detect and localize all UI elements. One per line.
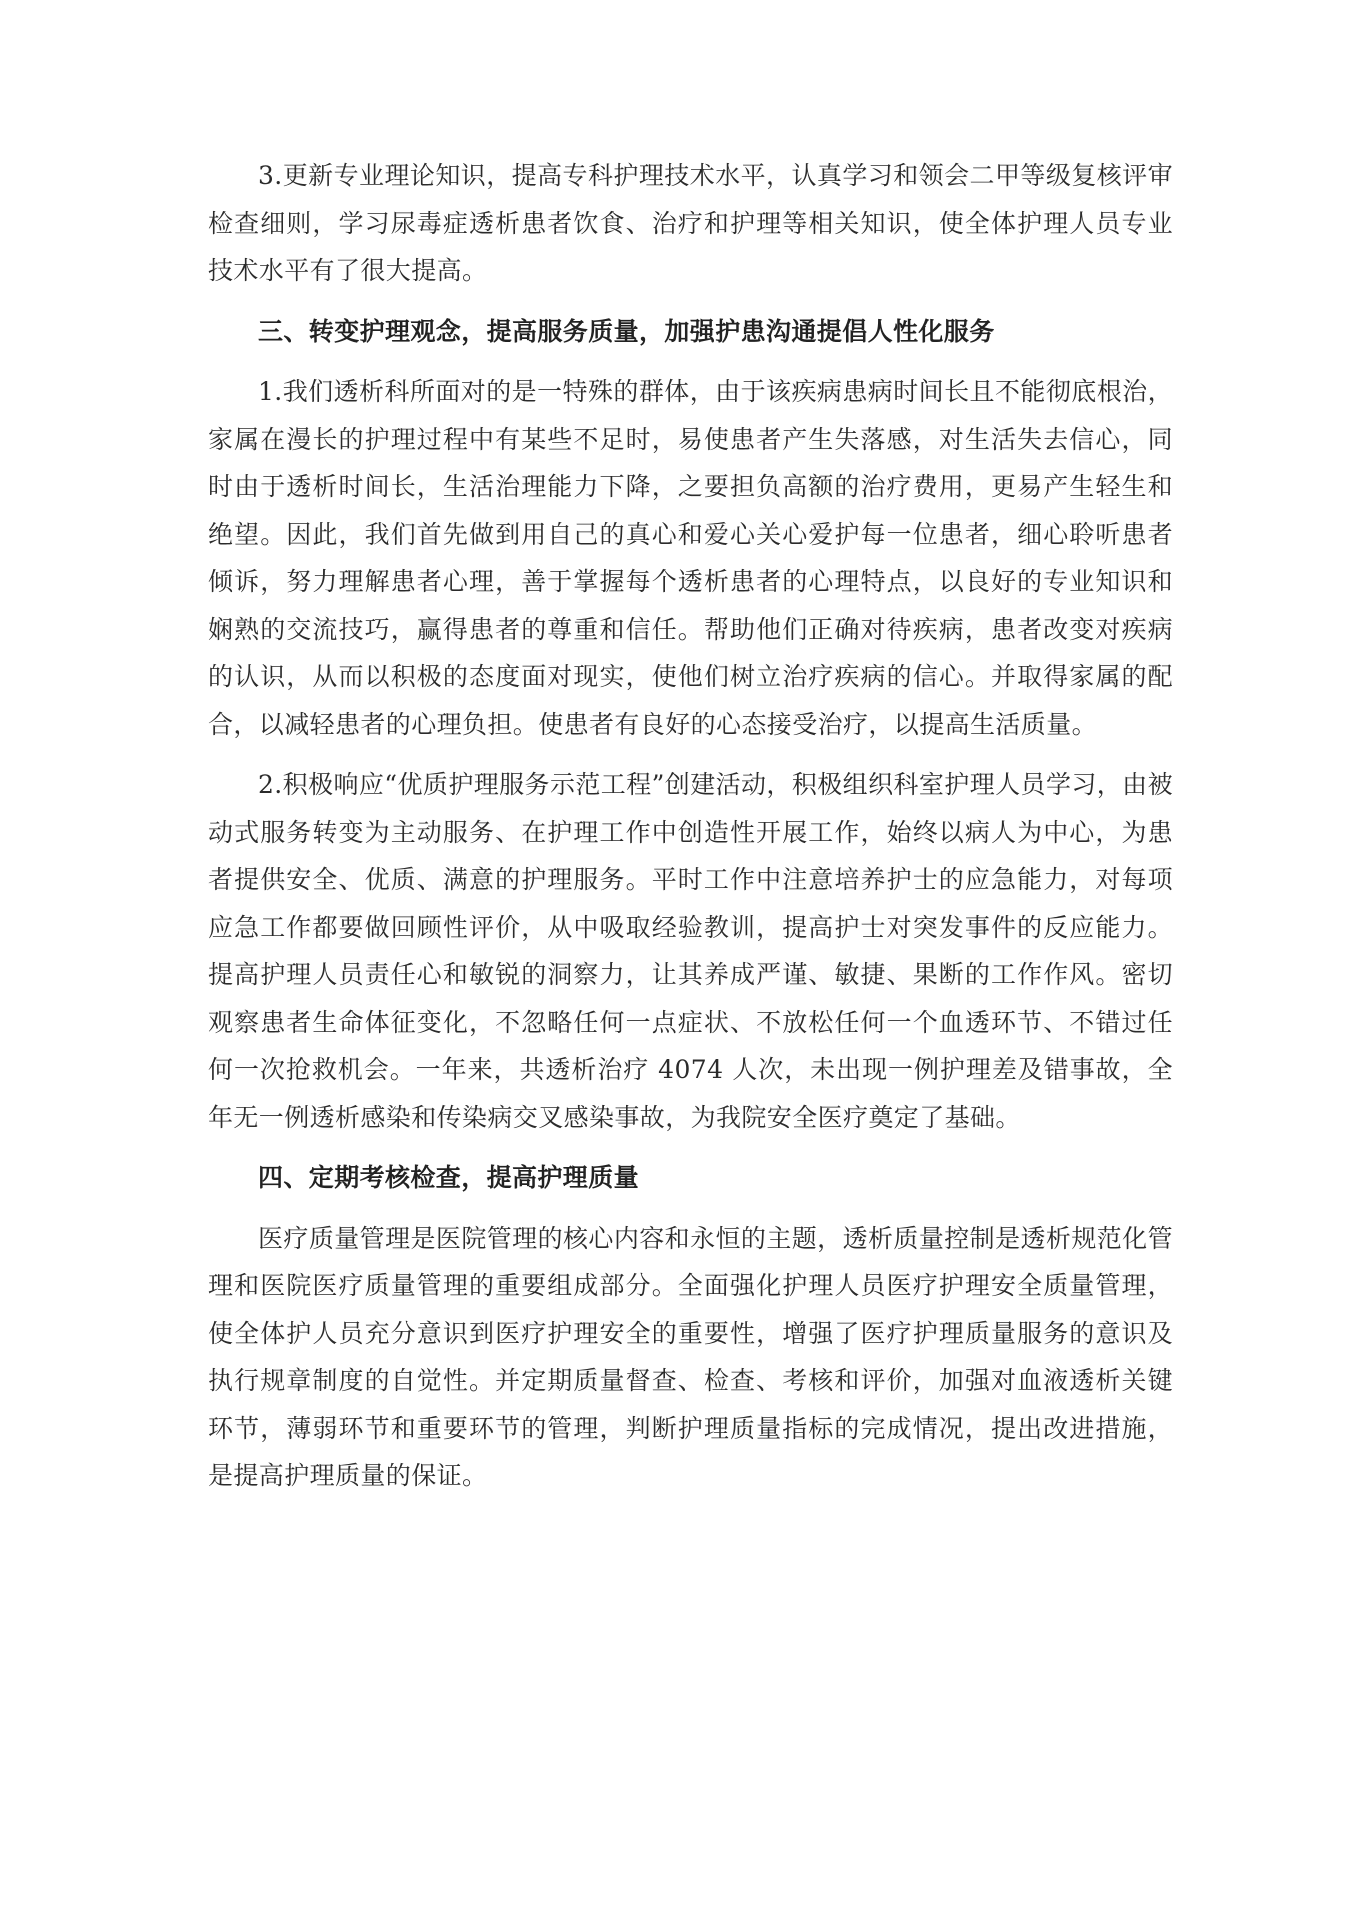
paragraph-item-3: 3.更新专业理论知识，提高专科护理技术水平，认真学习和领会二甲等级复核评审检查细则，学习尿毒症透析患者饮食、治疗和护理等相关知识，使全体护理人员专业技术水平有了很大提高。 [208, 161, 1173, 285]
section-heading-3: 三、转变护理观念，提高服务质量，加强护患沟通提倡人性化服务 [258, 316, 995, 346]
section-heading-4: 四、定期考核检查，提高护理质量 [258, 1163, 640, 1192]
paragraph-quality-management: 医疗质量管理是医院管理的核心内容和永恒的主题，透析质量控制是透析规范化管理和医院医疗质量管理的重要组成部分。全面强化护理人员医疗护理安全质量管理，使全体护人员充分意识到医疗护理安全的重要性，增强了医疗护理质量服务的意识及执行规章制度的自觉性。并定期质量督查、检查、考核和评价，加强对血液透析关键环节，薄弱环节和重要环节的管理，判断护理质量指标的完成情况，提出改进措施，是提高护理质量的保证。 [208, 1223, 1173, 1490]
paragraph-item-1: 1.我们透析科所面对的是一特殊的群体，由于该疾病患病时间长且不能彻底根治，家属在漫长的护理过程中有某些不足时，易使患者产生失落感，对生活失去信心，同时由于透析时间长，生活治理能力下降，之要担负高额的治疗费用，更易产生轻生和绝望。因此，我们首先做到用自己的真心和爱心关心爱护每一位患者，细心聆听患者倾诉，努力理解患者心理，善于掌握每个透析患者的心理特点，以良好的专业知识和娴熟的交流技巧，赢得患者的尊重和信任。帮助他们正确对待疾病，患者改变对疾病的认识，从而以积极的态度面对现实，使他们树立治疗疾病的信心。并取得家属的配合，以减轻患者的心理负担。使患者有良好的心态接受治疗，以提高生活质量。 [208, 377, 1173, 739]
paragraph-item-2: 2.积极响应“优质护理服务示范工程”创建活动，积极组织科室护理人员学习，由被动式服务转变为主动服务、在护理工作中创造性开展工作，始终以病人为中心，为患者提供安全、优质、满意的护理服务。平时工作中注意培养护士的应急能力，对每项应急工作都要做回顾性评价，从中吸取经验教训，提高护士对突发事件的反应能力。提高护理人员责任心和敏锐的洞察力，让其养成严谨、敏捷、果断的工作作风。密切观察患者生命体征变化，不忽略任何一点症状、不放松任何一个血透环节、不错过任何一次抢救机会。一年来，共透析治疗 4074 人次，未出现一例护理差及错事故，全年无一例透析感染和传染病交叉感染事故，为我院安全医疗奠定了基础。 [208, 770, 1173, 1132]
document-page [208, 152, 1173, 1513]
